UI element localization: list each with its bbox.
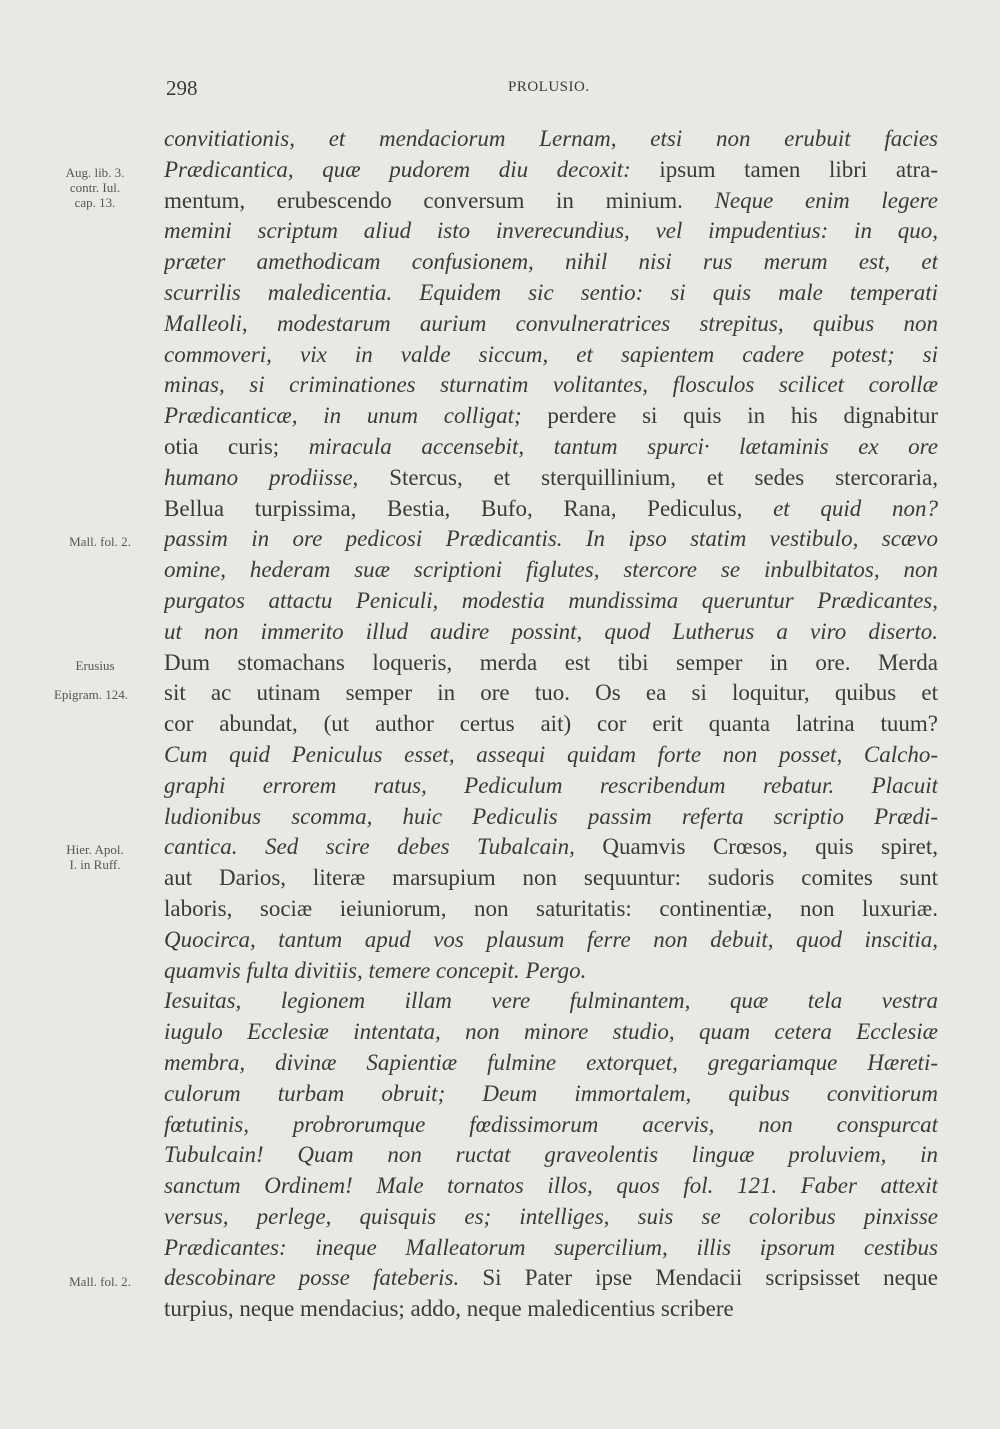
text-segment: graphi errorem ratus, Pediculum rescribendum rebatur. Placuit	[164, 772, 938, 798]
text-segment: convitiationis, et mendaciorum Lernam, etsi non erubuit facies	[164, 126, 938, 151]
text-line	[164, 586, 938, 617]
text-line	[164, 832, 938, 863]
text-line	[164, 155, 938, 186]
text-segment: ipsum tamen libri atra-	[630, 156, 938, 182]
margin-note-line: Hier. Apol.	[66, 842, 124, 858]
text-line	[164, 1263, 938, 1294]
text-segment: Quocirca, tantum apud vos plausum ferre non debuit, quod inscitia,	[164, 926, 938, 952]
text-line	[164, 401, 938, 432]
text-line	[164, 802, 938, 833]
margin-note	[40, 534, 150, 549]
text-segment: Prædicantes: ineque Malleatorum supercilium, illis ipsorum cestibus	[164, 1234, 938, 1260]
text-segment: omine, hederam suæ scriptioni figlutes, stercore se inbulbitatos, non	[164, 557, 938, 583]
text-segment: Prædicanticæ, in unum colligat;	[164, 403, 522, 429]
text-line	[164, 1202, 938, 1233]
text-segment: Bellua turpissima, Bestia, Bufo, Rana, Pediculus,	[164, 495, 774, 521]
text-line	[164, 432, 938, 463]
text-segment: Neque enim legere	[714, 187, 938, 213]
text-segment: miracula accensebit, tantum spurci· lætaminis ex ore	[308, 433, 938, 459]
text-segment: sanctum Ordinem! Male tornatos illos, quos fol. 121. Faber attexit	[164, 1173, 938, 1199]
text-segment: descobinare posse fateberis.	[164, 1265, 460, 1291]
text-line	[164, 1017, 938, 1048]
text-segment: Cum quid Peniculus esset, assequi quidam forte non posset, Calcho-	[164, 741, 938, 767]
text-line	[164, 309, 938, 340]
text-line	[164, 555, 938, 586]
text-line	[164, 617, 938, 648]
text-segment: culorum turbam obruit; Deum immortalem, quibus convitiorum	[164, 1080, 938, 1106]
text-segment: Prædicantica, quæ pudorem diu decoxit:	[164, 156, 631, 182]
text-segment: laboris, sociæ ieiuniorum, non saturitatis: continentiæ, non luxuriæ.	[164, 895, 938, 921]
text-segment: Malleoli, modestarum aurium convulneratrices strepitus, quibus non	[164, 310, 938, 336]
text-segment: Stercus, et sterquillinium, et sedes stercoraria,	[358, 464, 938, 490]
margin-note	[40, 658, 150, 702]
text-line	[164, 124, 938, 155]
text-segment: ut non immerito illud audire possint, quod Lutherus a viro diserto.	[164, 618, 938, 644]
text-line	[164, 186, 938, 217]
text-segment: versus, perlege, quisquis es; intelliges, suis se coloribus pinxisse	[164, 1203, 938, 1229]
margin-note-line: Epigram. 124.	[53, 686, 128, 702]
text-segment: aut Darios, literæ marsupium non sequuntur: sudoris comites sunt	[164, 865, 938, 891]
text-line	[164, 648, 938, 679]
margin-note-line: Mall. fol. 2.	[69, 1273, 131, 1289]
page-header	[166, 76, 936, 100]
text-segment: Dum stomachans loqueris, merda est tibi semper in ore. Merda	[164, 649, 938, 675]
text-line	[164, 1140, 938, 1171]
text-segment: iugulo Ecclesiæ intentata, non minore studio, quam cetera Ecclesiæ	[164, 1019, 938, 1045]
text-line	[164, 1294, 938, 1325]
text-segment: Tubulcain! Quam non ructat graveolentis linguæ proluviem, in	[164, 1142, 938, 1168]
text-segment: scurrilis maledicentia. Equidem sic sentio: si quis male temperati	[164, 279, 938, 305]
text-segment: Iesuitas, legionem illam vere fulminantem, quæ tela vestra	[164, 988, 938, 1014]
text-segment: purgatos attactu Peniculi, modestia mundissima queruntur Prædicantes,	[164, 587, 938, 613]
text-segment: cantica. Sed scire debes Tubalcain,	[164, 834, 575, 860]
text-segment: quamvis fulta divitiis, temere concepit. Pergo.	[164, 957, 587, 983]
text-line	[164, 894, 938, 925]
text-segment: perdere si quis in his dignabitur	[521, 403, 938, 429]
text-line	[164, 956, 938, 987]
text-line	[164, 863, 938, 894]
text-segment: fœtutinis, probrorumque fœdissimorum acervis, non conspurcat	[164, 1111, 938, 1137]
text-line	[164, 740, 938, 771]
text-segment: Quamvis Crœsos, quis spiret,	[574, 834, 938, 860]
text-segment: memini scriptum aliud isto inverecundius, vel impudentius: in quo,	[164, 218, 938, 244]
margin-note	[40, 842, 150, 872]
text-line	[164, 1048, 938, 1079]
text-segment: membra, divinæ Sapientiæ fulmine extorquet, gregariamque Hæreti-	[164, 1049, 938, 1075]
text-line	[164, 1110, 938, 1141]
body-text	[164, 124, 938, 1325]
running-head: PROLUSIO.	[508, 79, 590, 95]
text-line	[164, 1171, 938, 1202]
text-segment: mentum, erubescendo conversum in minium.	[164, 187, 715, 213]
text-line	[164, 494, 938, 525]
text-segment: commoveri, vix in valde siccum, et sapientem cadere potest; si	[164, 341, 938, 367]
margin-note	[40, 1274, 150, 1289]
text-line	[164, 216, 938, 247]
text-segment: ludionibus scomma, huic Pediculis passim referta scriptio Prædi-	[164, 803, 938, 829]
margin-note-line: Mall. fol. 2.	[69, 534, 131, 550]
text-segment: præter amethodicam confusionem, nihil nisi rus merum est, et	[164, 249, 938, 275]
page-number: 298	[166, 76, 198, 100]
text-segment: humano prodiisse,	[164, 464, 359, 490]
margin-note-line: cap. 13.	[74, 194, 116, 210]
margin-note	[40, 165, 150, 210]
text-segment: cor abundat, (ut author certus ait) cor erit quanta latrina tuum?	[164, 711, 938, 737]
text-segment: Si Pater ipse Mendacii scripsisset neque	[459, 1265, 938, 1291]
text-line	[164, 678, 938, 709]
text-line	[164, 1233, 938, 1264]
margin-note-line: I. in Ruff.	[69, 857, 121, 873]
text-line	[164, 247, 938, 278]
text-segment: passim in ore pedicosi Prædicantis. In ipso statim vestibulo, scævo	[164, 526, 938, 552]
text-line	[164, 925, 938, 956]
text-line	[164, 463, 938, 494]
margin-note-line: Erusius	[75, 657, 115, 673]
margin-note-line: Aug. lib. 3.	[65, 164, 125, 180]
text-line	[164, 986, 938, 1017]
text-line	[164, 278, 938, 309]
text-segment: et quid non?	[773, 495, 938, 521]
text-line	[164, 709, 938, 740]
text-segment: minas, si criminationes sturnatim volitantes, flosculos scilicet corollæ	[164, 372, 938, 398]
text-segment: sit ac utinam semper in ore tuo. Os ea si loquitur, quibus et	[164, 680, 938, 706]
text-segment: turpius, neque mendacius; addo, neque maledicentius scribere	[164, 1296, 734, 1322]
text-line	[164, 524, 938, 555]
text-line	[164, 771, 938, 802]
text-line	[164, 1079, 938, 1110]
text-segment: otia curis;	[164, 433, 309, 459]
margin-note-line: contr. Iul.	[69, 179, 121, 195]
text-line	[164, 340, 938, 371]
text-line	[164, 370, 938, 401]
